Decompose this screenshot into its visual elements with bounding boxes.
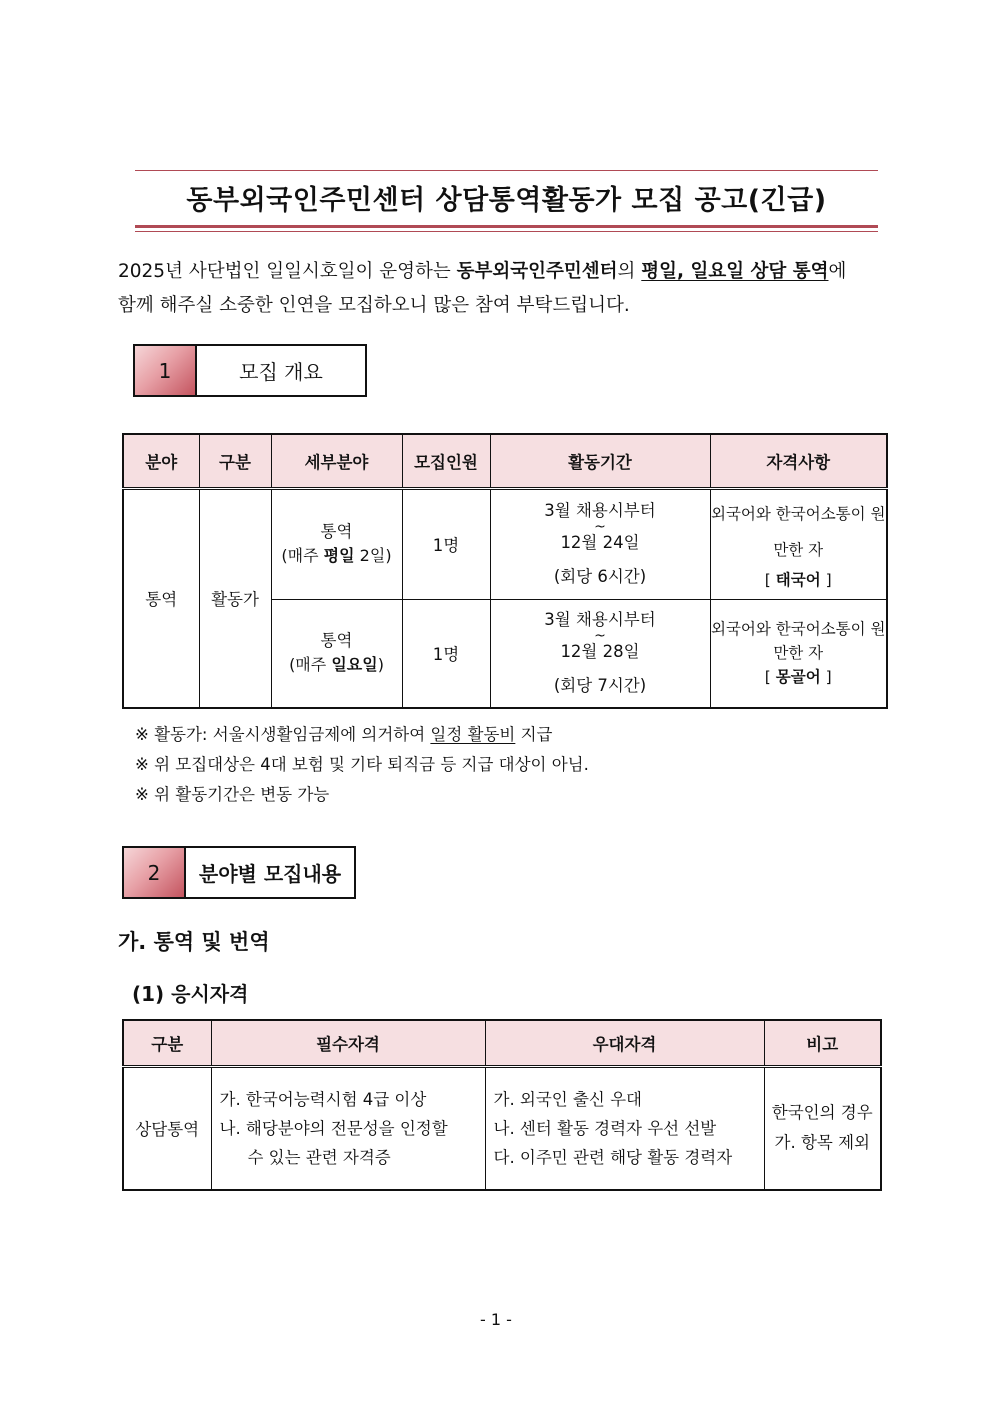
cell-count: 1명 (402, 599, 490, 708)
cell-row-label: 상담통역 (123, 1066, 211, 1190)
section1-number: 1 (135, 346, 197, 395)
cell-detail (271, 488, 402, 599)
required-item: 나. 해당분야의 전문성을 인정할 (219, 1118, 448, 1138)
intro-paragraph (118, 255, 878, 323)
period-hours: (회당 6시간) (553, 567, 647, 586)
cell-qualification (710, 488, 887, 599)
note-line: 한국인의 경우 (771, 1103, 873, 1123)
qual-text: 외국어와 한국어소통이 원만한 자 (710, 505, 886, 559)
th-qualification: 자격사항 (710, 434, 887, 488)
recruitment-overview-table (122, 433, 888, 709)
period-hours: (회당 7시간) (553, 676, 647, 696)
intro-line2: 함께 해주실 소중한 인연을 모집하오니 많은 참여 부탁드립니다. (118, 295, 630, 316)
title-top-rule (135, 170, 878, 171)
heading-interpretation: 가. 통역 및 번역 (118, 930, 270, 954)
required-item: 수 있는 관련 자격증 (247, 1147, 391, 1167)
th-note: 비고 (764, 1020, 881, 1066)
qual-text: 외국어와 한국어소통이 원만한 자 (710, 620, 886, 663)
table-row (123, 488, 887, 599)
cell-period (490, 599, 710, 708)
qual-language: [ 몽골어 ] (764, 668, 832, 687)
heading-eligibility: (1) 응시자격 (132, 982, 249, 1006)
cell-count: 1명 (402, 488, 490, 599)
period-end: 12월 24일 (560, 533, 640, 552)
section2-number: 2 (124, 848, 186, 897)
detail-sub: (매주 일요일) (289, 655, 384, 675)
qual-language: [ 태국어 ] (764, 571, 832, 589)
page-number: - 1 - (480, 1310, 512, 1329)
th-category: 구분 (199, 434, 271, 488)
section2-label: 분야별 모집내용 (198, 862, 342, 886)
cell-qualification (710, 599, 887, 708)
preferred-item: 나. 센터 활동 경력자 우선 선발 (493, 1118, 717, 1138)
cell-required (211, 1066, 485, 1190)
th-preferred: 우대자격 (485, 1020, 764, 1066)
page-title: 동부외국인주민센터 상담통역활동가 모집 공고(긴급) (186, 185, 827, 216)
section1-header (133, 344, 367, 397)
intro-part1: 2025년 사단법인 일일시호일이 운영하는 (118, 261, 457, 282)
intro-highlight: 평일, 일요일 상담 통역 (641, 261, 829, 282)
note-1: ※ 활동가: 서울시생활임금제에 의거하여 일정 활동비 지급 (135, 725, 553, 744)
period-tilde: ~ (594, 519, 606, 535)
cell-category: 활동가 (199, 488, 271, 708)
period-start: 3월 채용시부터 (544, 610, 656, 630)
title-bottom-rule-thin (135, 231, 878, 232)
th-count: 모집인원 (402, 434, 490, 488)
cell-preferred (485, 1066, 764, 1190)
th-division: 구분 (123, 1020, 211, 1066)
cell-note (764, 1066, 881, 1190)
th-detail: 세부분야 (271, 434, 402, 488)
th-field: 분야 (123, 434, 199, 488)
required-item: 가. 한국어능력시험 4급 이상 (219, 1089, 427, 1109)
intro-part2: 의 (617, 261, 642, 282)
table-row (123, 1066, 881, 1190)
section2-header (122, 846, 356, 899)
notes-block (135, 720, 589, 810)
detail-sub: (매주 평일 2일) (281, 546, 392, 565)
note-3: ※ 위 활동기간은 변동 가능 (135, 785, 330, 804)
detail-title: 통역 (320, 631, 353, 651)
eligibility-table (122, 1019, 882, 1191)
cell-detail (271, 599, 402, 708)
period-start: 3월 채용시부터 (544, 501, 656, 520)
note-2: ※ 위 모집대상은 4대 보험 및 기타 퇴직금 등 지급 대상이 아님. (135, 755, 589, 774)
period-tilde: ~ (594, 628, 606, 645)
intro-center: 동부외국인주민센터 (456, 261, 618, 282)
preferred-item: 가. 외국인 출신 우대 (493, 1089, 642, 1109)
th-required: 필수자격 (211, 1020, 485, 1066)
title-bottom-rule (135, 225, 878, 228)
period-end: 12월 28일 (560, 642, 640, 662)
cell-period (490, 488, 710, 599)
section1-label: 모집 개요 (239, 360, 323, 384)
cell-field: 통역 (123, 488, 199, 708)
detail-title: 통역 (320, 522, 353, 541)
intro-part3: 에 (828, 261, 847, 282)
preferred-item: 다. 이주민 관련 해당 활동 경력자 (493, 1147, 733, 1167)
th-period: 활동기간 (490, 434, 710, 488)
note-line: 가. 항목 제외 (774, 1133, 870, 1153)
